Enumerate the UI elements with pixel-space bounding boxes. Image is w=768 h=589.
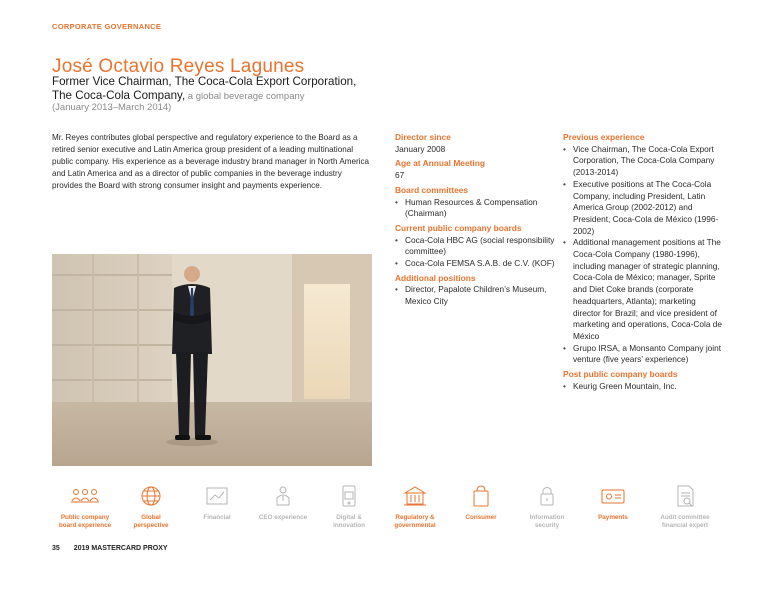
skill-label: Payments bbox=[598, 514, 628, 521]
current-boards-list bbox=[395, 235, 555, 270]
skill-label: CEO experience bbox=[258, 514, 308, 521]
document-icon bbox=[670, 484, 700, 508]
skills-icon-row bbox=[52, 484, 724, 534]
skill-digital-innovation bbox=[316, 484, 382, 529]
past-boards-list bbox=[563, 381, 723, 393]
list-item: • Additional management positions at The Coca-Cola Company (1980-1996), including manager of strategic planning, Coca-Cola de México; manager, Sprite and Diet Coke brands (corporate headquarters, Atlanta); marketing director for Brazil; and vice president of marketing and operations, Coca-Cola de México bbox=[563, 237, 723, 342]
previous-experience-heading: Previous experience bbox=[563, 132, 645, 142]
committees-list bbox=[395, 197, 555, 220]
skill-label: Regulatory & governmental bbox=[394, 514, 436, 529]
list-item: • Vice Chairman, The Coca-Cola Export Corporation, The Coca-Cola Company (2013-2014) bbox=[563, 144, 723, 179]
age-heading: Age at Annual Meeting bbox=[395, 158, 485, 169]
skill-label: Public company board experience bbox=[58, 514, 112, 529]
additional-positions-list bbox=[395, 284, 555, 307]
skill-regulatory-governmental bbox=[382, 484, 448, 529]
skill-label: Information security bbox=[529, 514, 565, 529]
person-icon bbox=[268, 484, 298, 508]
list-item: • Coca-Cola HBC AG (social responsibility committee) bbox=[395, 235, 555, 258]
bio-paragraph: Mr. Reyes contributes global perspective and regulatory experience to the Board as a retired senior executive and Latin America group president of a leading multinational public company. His experience as a beverage industry brand manager in North America and Latin America and as a director of public companies in the beverage industry provides the Board with strong consumer insight and payments experience. bbox=[52, 133, 370, 190]
skill-label: Consumer bbox=[465, 514, 497, 521]
list-item: • Coca-Cola FEMSA S.A.B. de C.V. (KOF) bbox=[395, 258, 555, 270]
page-footer bbox=[52, 545, 168, 552]
tenure: (January 2013–March 2014) bbox=[52, 102, 172, 113]
list-item: • Keurig Green Mountain, Inc. bbox=[563, 381, 723, 393]
details-column-middle bbox=[395, 132, 555, 311]
building-icon bbox=[400, 484, 430, 508]
card-icon bbox=[598, 484, 628, 508]
additional-positions-heading: Additional positions bbox=[395, 272, 476, 283]
skill-public-company-board bbox=[52, 484, 118, 529]
age-value: 67 bbox=[395, 170, 405, 181]
skill-consumer bbox=[448, 484, 514, 522]
device-icon bbox=[334, 484, 364, 508]
director-since-heading: Director since bbox=[395, 132, 451, 142]
globe-icon bbox=[136, 484, 166, 508]
people-icon bbox=[70, 484, 100, 508]
previous-experience-list bbox=[563, 144, 723, 366]
director-photo bbox=[52, 254, 372, 466]
current-boards-heading: Current public company boards bbox=[395, 222, 522, 233]
title-line-2 bbox=[52, 89, 305, 102]
skill-label: Digital & innovation bbox=[333, 514, 365, 529]
skill-label: Global perspective bbox=[133, 514, 169, 529]
committees-heading: Board committees bbox=[395, 184, 469, 195]
bag-icon bbox=[466, 484, 496, 508]
company-description: a global beverage company bbox=[185, 91, 305, 102]
list-item: • Executive positions at The Coca-Cola Company, including President, Latin America Group (2002-2012) and President, Coca-Cola de México (1996-2002) bbox=[563, 179, 723, 238]
past-boards-heading: Post public company boards bbox=[563, 369, 678, 380]
skill-global-perspective bbox=[118, 484, 184, 529]
skill-information-security bbox=[514, 484, 580, 529]
skill-label: Financial bbox=[203, 514, 231, 521]
page-number: 35 bbox=[52, 545, 60, 552]
skill-financial bbox=[184, 484, 250, 522]
list-item: • Grupo IRSA, a Monsanto Company joint venture (five years’ experience) bbox=[563, 343, 723, 366]
section-label: CORPORATE GOVERNANCE bbox=[52, 22, 162, 31]
skill-ceo-experience bbox=[250, 484, 316, 522]
chart-icon bbox=[202, 484, 232, 508]
skill-payments bbox=[580, 484, 646, 522]
list-item: • Director, Papalote Children’s Museum, Mexico City bbox=[395, 284, 555, 307]
document-name: 2019 MASTERCARD PROXY bbox=[73, 545, 168, 552]
skill-label: Audit committee financial expert bbox=[660, 514, 710, 529]
director-name: José Octavio Reyes Lagunes bbox=[52, 56, 305, 77]
director-since-value: January 2008 bbox=[395, 143, 446, 154]
details-column-right bbox=[563, 132, 723, 395]
company-name: The Coca-Cola Company, bbox=[52, 89, 186, 102]
title-line-1: Former Vice Chairman, The Coca-Cola Export Corporation, bbox=[52, 75, 357, 88]
skill-audit-committee bbox=[652, 484, 718, 529]
list-item: • Human Resources & Compensation (Chairman) bbox=[395, 197, 555, 220]
lock-icon bbox=[532, 484, 562, 508]
